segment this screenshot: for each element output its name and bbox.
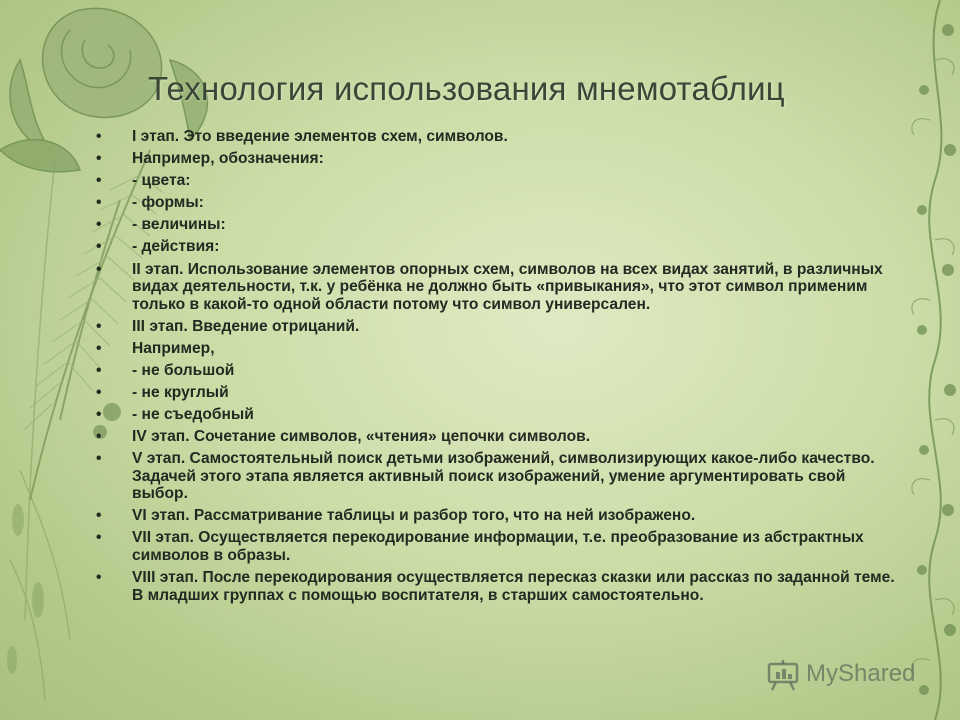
list-item: • - не круглый [96, 384, 896, 402]
list-item: • - не съедобный [96, 406, 896, 424]
list-item: • - действия: [96, 238, 896, 256]
watermark-logo [766, 658, 936, 692]
list-item: • IV этап. Сочетание символов, «чтения» цепочки символов. [96, 428, 896, 446]
vine-border-icon [900, 0, 960, 720]
slide-title: Технология использования мнемотаблиц [148, 70, 785, 107]
list-item: • - цвета: [96, 172, 896, 190]
list-item: • Например, [96, 340, 896, 358]
list-item: • VIII этап. После перекодирования осуществляется пересказ сказки или рассказ по заданной теме. В младших группах с помощью воспитателя, в старших самостоятельно. [96, 569, 896, 604]
presentation-board-icon [766, 658, 802, 692]
list-item: • - формы: [96, 194, 896, 212]
list-item: • III этап. Введение отрицаний. [96, 318, 896, 336]
list-item: • I этап. Это введение элементов схем, символов. [96, 128, 896, 146]
list-item: • VI этап. Рассматривание таблицы и разбор того, что на ней изображено. [96, 507, 896, 525]
watermark-text: MyShared [806, 660, 916, 687]
list-item: • - не большой [96, 362, 896, 380]
list-item: • - величины: [96, 216, 896, 234]
list-item: • II этап. Использование элементов опорных схем, символов на всех видах занятий, в различных видах деятельности, т.к. у ребёнка не должно быть «привыкания», что этот символ применим только в какой-то одной области потому что символ универсален. [96, 261, 896, 314]
list-item: • VII этап. Осуществляется перекодирование информации, т.е. преобразование из абстрактных символов в образы. [96, 529, 896, 564]
list-item: • V этап. Самостоятельный поиск детьми изображений, символизирующих какое-либо качество. Задачей этого этапа является активный поиск изображений, умение аргументировать свой выбор. [96, 450, 896, 503]
list-item: • Например, обозначения: [96, 150, 896, 168]
bullet-list [96, 128, 896, 609]
